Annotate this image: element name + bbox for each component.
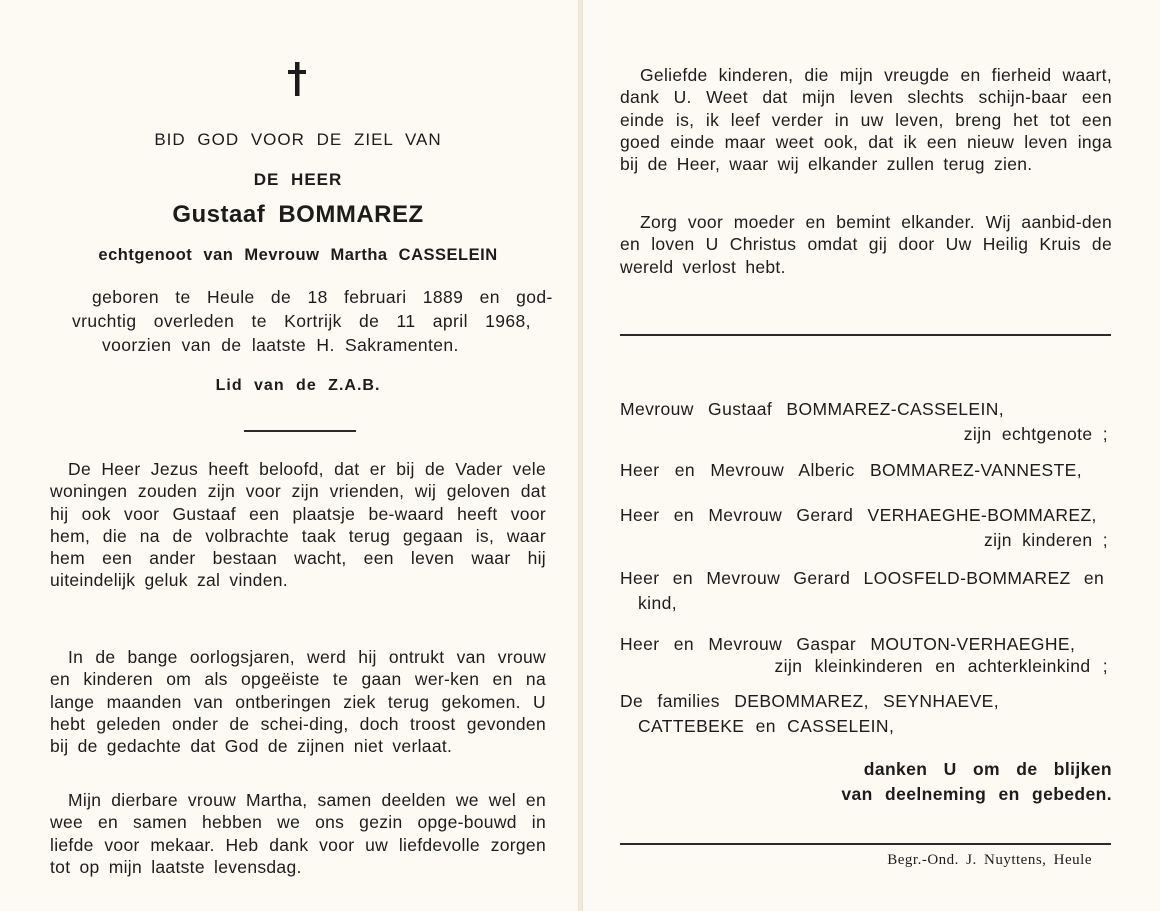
membership: Lid van de Z.A.B. (215, 377, 381, 394)
family-role: zijn kinderen ; (984, 530, 1108, 550)
divider (620, 843, 1111, 845)
family-line: Heer en Mevrouw Alberic BOMMAREZ-VANNESTE, (620, 460, 1082, 480)
family-role: zijn kleinkinderen en achterkleinkind ; (774, 656, 1108, 676)
deceased-name: Gustaaf BOMMAREZ (172, 201, 424, 228)
paragraph-war-years: In de bange oorlogsjaren, werd hij ontrukt van vrouw en kinderen om als opgeëiste te gaan wer-ken en na lange maanden van ontberingen ziek terug gekomen. U hebt geleden onder de schei-ding, doch troost gevonden bij de gedachte dat God de zijnen niet verlaat. (50, 647, 546, 757)
family-line: Heer en Mevrouw Gerard VERHAEGHE-BOMMAREZ, (620, 505, 1097, 525)
family-line: kind, (638, 593, 677, 613)
prayer-heading: BID GOD VOOR DE ZIEL VAN (154, 130, 442, 149)
spouse-line: echtgenoot van Mevrouw Martha CASSELEIN (98, 246, 498, 264)
paragraph-children: Geliefde kinderen, die mijn vreugde en fierheid waart, dank U. Weet dat mijn leven slechts schijn-baar een einde is, ik leef verder in uw leven, breng het tot een goed einde maar weet ook, dat ik een nieuw leven inga bij de Heer, waar wij elkander zullen terug zien. (620, 65, 1112, 175)
thanks-line-2: van deelneming en gebeden. (841, 784, 1112, 804)
divider (620, 334, 1111, 336)
family-role: zijn echtgenote ; (963, 424, 1108, 444)
family-line: De families DEBOMMAREZ, SEYNHAEVE, (620, 691, 1000, 711)
family-line: CATTEBEKE en CASSELEIN, (638, 716, 895, 736)
family-line: Heer en Mevrouw Gaspar MOUTON-VERHAEGHE, (620, 634, 1076, 654)
printer-credit: Begr.-Ond. J. Nuyttens, Heule (887, 852, 1092, 868)
birth-line-3: voorzien van de laatste H. Sakramenten. (102, 335, 459, 355)
title-heading: DE HEER (253, 170, 343, 189)
birth-line-2: vruchtig overleden te Kortrijk de 11 april 1968, (72, 311, 531, 331)
cross-icon (287, 62, 307, 96)
paragraph-mother: Zorg voor moeder en bemint elkander. Wij aanbid-den en loven U Christus omdat gij door Uw Heilig Kruis de wereld verlost hebt. (620, 212, 1112, 277)
paragraph-promise: De Heer Jezus heeft beloofd, dat er bij de Vader vele woningen zouden zijn voor zijn vrienden, wij geloven dat hij ook voor Gustaaf een plaatsje be-waard heeft voor hem, die na de volbrachte taak terug gegaan is, waar hem een ander bestaan wacht, een leven waar hij uiteindelijk geluk zal vinden. (50, 459, 546, 591)
family-line: Mevrouw Gustaaf BOMMAREZ-CASSELEIN, (620, 399, 1005, 419)
thanks-line-1: danken U om de blijken (863, 759, 1112, 779)
birth-line-1: geboren te Heule de 18 februari 1889 en god- (92, 287, 553, 307)
family-line: Heer en Mevrouw Gerard LOOSFELD-BOMMAREZ en (620, 568, 1105, 588)
divider (244, 430, 356, 432)
paragraph-wife: Mijn dierbare vrouw Martha, samen deelden we wel en wee en samen hebben we ons gezin opge-bouwd in liefde voor mekaar. Heb dank voor uw liefdevolle zorgen tot op mijn laatste levensdag. (50, 790, 546, 877)
